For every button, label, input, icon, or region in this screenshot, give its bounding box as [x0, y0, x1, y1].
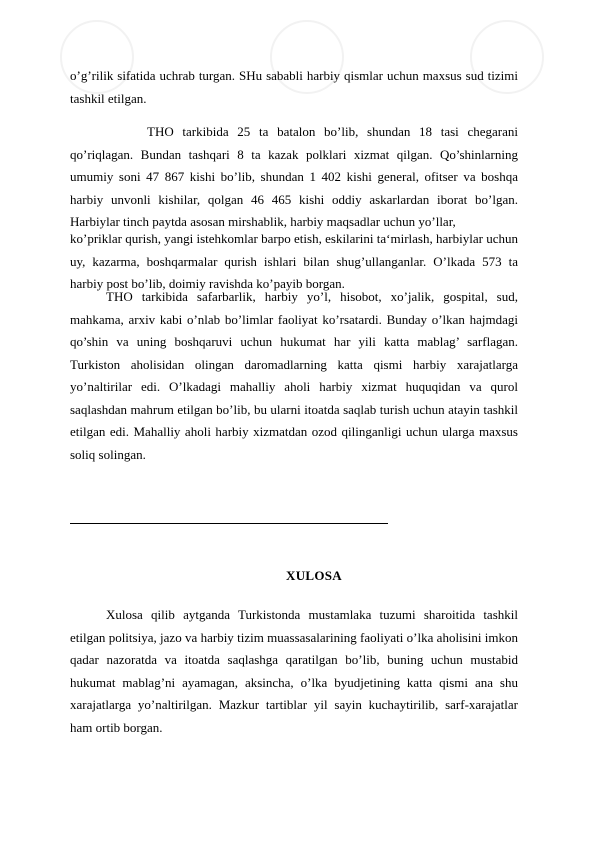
section-heading: XULOSA: [286, 568, 342, 583]
footnote-separator: [70, 523, 388, 524]
body-paragraph-2: THO tarkibida 25 ta batalon bo’lib, shundan 18 tasi chegarani qo’riqlagan. Bundan tashqari 8 ta kazak polklari xizmat qilgan. Qo’shinlarning umumiy soni 47 867 kishi bo’lib, shundan 1 402 kishi general, ofitser va boshqa harbiy unvonli kishilar, qolgan 46 465 kishi oddiy askarlardan iborat bo’lgan. Harbiylar tinch paytda asosan mirshablik, harbiy maqsadlar uchun yo’llar,: [70, 124, 518, 229]
body-paragraph-4: THO tarkibida safarbarlik, harbiy yo’l, hisobot, xo’jalik, gospital, sud, mahkama, arxiv kabi o’nlab bo’limlar faoliyat ko’rsatardi. Bunday o’lkan hajmdagi qo’shin va uning boshqaruvi uchun hukumat har yili katta mablag’ sarflagan. Turkiston aholisidan olingan daromadlarning katta qismi harbiy xarajatlarga yo’naltirilar edi. O’lkadagi mahalliy aholi harbiy xizmat huquqidan va qurol saqlashdan mahrum etilgan bo’lib, bu ularni itoatda saqlab turish uchun atayin tashkil etilgan edi. Mahalliy aholi harbiy xizmatdan ozod qilinganligi uchun ularga maxsus soliq solingan.: [70, 289, 518, 462]
body-paragraph-1: o’g’rilik sifatida uchrab turgan. SHu sababli harbiy qismlar uchun maxsus sud tizimi tashkil etilgan.: [70, 68, 518, 106]
body-paragraph-3: ko’priklar qurish, yangi istehkomlar barpo etish, eskilarini ta‘mirlash, harbiylar uchun uy, kazarma, boshqarmalar qurish ishlari bilan shug’ullanganlar. O’lkada 573 ta harbiy post bo’lib, doimiy ravishda ko’payib borgan.: [70, 231, 518, 291]
conclusion-paragraph: Xulosa qilib aytganda Turkistonda mustamlaka tuzumi sharoitida tashkil etilgan politsiya, jazo va harbiy tizim muassasalarining faoliyati o’lka aholisini imkon qadar nazoratda va itoatda saqlashga qaratilgan bo’lib, buning uchun mustabid hukumat mablag’ni ayamagan, aksincha, o’lka byudjetining katta qismi ana shu xarajatlarga yo’naltirilgan. Mazkur tartiblar yil sayin kuchaytirilib, sarf-xarajatlar ham ortib borgan.: [70, 607, 518, 735]
